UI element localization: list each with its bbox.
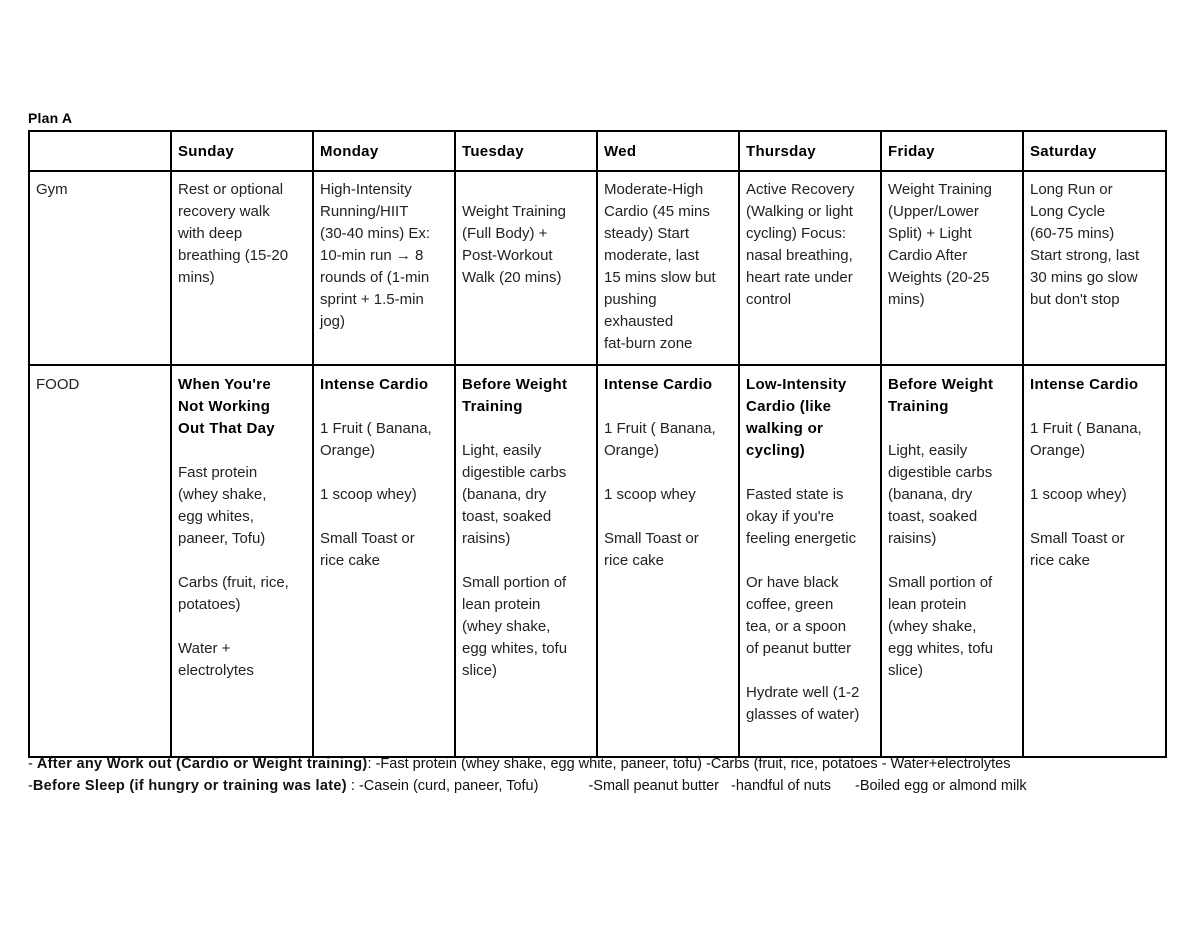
- before-sleep-text-casein: : -Casein (curd, paneer, Tofu): [346, 778, 539, 794]
- gym-cell-monday: High-Intensity Running/HIIT (30-40 mins) Ex: 10-min run → 8 rounds of (1-min sprint + 1.5-min jog): [313, 171, 455, 365]
- food-body: 1 Fruit ( Banana, Orange) 1 scoop whey) Small Toast or rice cake: [1030, 420, 1142, 569]
- after-workout-prefix: -: [28, 756, 37, 772]
- header-monday: Monday: [313, 131, 455, 171]
- gym-row-label: Gym: [29, 171, 171, 365]
- food-cell-sunday: [171, 365, 313, 757]
- header-sunday: Sunday: [171, 131, 313, 171]
- header-thursday: Thursday: [739, 131, 881, 171]
- food-heading: Intense Cardio: [1030, 376, 1139, 393]
- weekly-plan-table: [28, 130, 1167, 758]
- food-cell-saturday: [1023, 365, 1166, 757]
- gym-cell-sunday: Rest or optional recovery walk with deep breathing (15-20 mins): [171, 171, 313, 365]
- food-cell-tuesday: [455, 365, 597, 757]
- header-saturday: Saturday: [1023, 131, 1166, 171]
- gym-row: [29, 171, 1166, 365]
- gym-cell-thursday: Active Recovery (Walking or light cycling) Focus: nasal breathing, heart rate under control: [739, 171, 881, 365]
- gym-cell-saturday: Long Run or Long Cycle (60-75 mins) Start strong, last 30 mins go slow but don't stop: [1023, 171, 1166, 365]
- gym-cell-tuesday: Weight Training (Full Body) + Post-Workout Walk (20 mins): [455, 171, 597, 365]
- table-header-row: [29, 131, 1166, 171]
- food-cell-thursday: [739, 365, 881, 757]
- food-row: [29, 365, 1166, 757]
- header-corner-cell: [29, 131, 171, 171]
- food-body: Fast protein (whey shake, egg whites, paneer, Tofu) Carbs (fruit, rice, potatoes) Water + electrolytes: [178, 464, 289, 679]
- food-heading: Low-Intensity Cardio (like walking or cycling): [746, 376, 847, 459]
- food-cell-friday: [881, 365, 1023, 757]
- after-workout-text: : -Fast protein (whey shake, egg white, paneer, tofu) -Carbs (fruit, rice, potatoes - Water+electrolytes: [367, 756, 1011, 772]
- food-heading: Intense Cardio: [320, 376, 429, 393]
- before-sleep-text-nuts: -handful of nuts: [731, 778, 831, 794]
- food-body: 1 Fruit ( Banana, Orange) 1 scoop whey) Small Toast or rice cake: [320, 420, 432, 569]
- gym-cell-wednesday: Moderate-High Cardio (45 mins steady) Start moderate, last 15 mins slow but pushing exhausted fat-burn zone: [597, 171, 739, 365]
- header-tuesday: Tuesday: [455, 131, 597, 171]
- food-cell-monday: [313, 365, 455, 757]
- after-workout-note: [28, 753, 1178, 775]
- food-cell-wednesday: [597, 365, 739, 757]
- before-sleep-prefix: -: [28, 778, 33, 794]
- food-heading: When You're Not Working Out That Day: [178, 376, 275, 437]
- food-body: 1 Fruit ( Banana, Orange) 1 scoop whey Small Toast or rice cake: [604, 420, 716, 569]
- plan-title: Plan A: [28, 110, 73, 126]
- food-body: Fasted state is okay if you're feeling energetic Or have black coffee, green tea, or a spoon of peanut butter Hydrate well (1-2 glasses of water): [746, 486, 860, 723]
- before-sleep-label: Before Sleep (if hungry or training was late): [32, 778, 347, 794]
- header-wednesday: Wed: [597, 131, 739, 171]
- before-sleep-text-peanut-butter: -Small peanut butter: [588, 778, 720, 794]
- food-heading: Before Weight Training: [888, 376, 994, 415]
- food-body: Light, easily digestible carbs (banana, dry toast, soaked raisins) Small portion of lean protein (whey shake, egg whites, tofu slice): [462, 442, 568, 679]
- food-heading: Intense Cardio: [604, 376, 713, 393]
- header-friday: Friday: [881, 131, 1023, 171]
- footnotes: [28, 753, 1178, 797]
- food-body: Light, easily digestible carbs (banana, dry toast, soaked raisins) Small portion of lean protein (whey shake, egg whites, tofu slice): [888, 442, 994, 679]
- after-workout-label: After any Work out (Cardio or Weight training): [36, 756, 368, 772]
- food-heading: Before Weight Training: [462, 376, 568, 415]
- before-sleep-text-egg-milk: -Boiled egg or almond milk: [854, 778, 1027, 794]
- gym-cell-friday: Weight Training (Upper/Lower Split) + Light Cardio After Weights (20-25 mins): [881, 171, 1023, 365]
- food-row-label: FOOD: [29, 365, 171, 757]
- before-sleep-note: [28, 775, 1178, 797]
